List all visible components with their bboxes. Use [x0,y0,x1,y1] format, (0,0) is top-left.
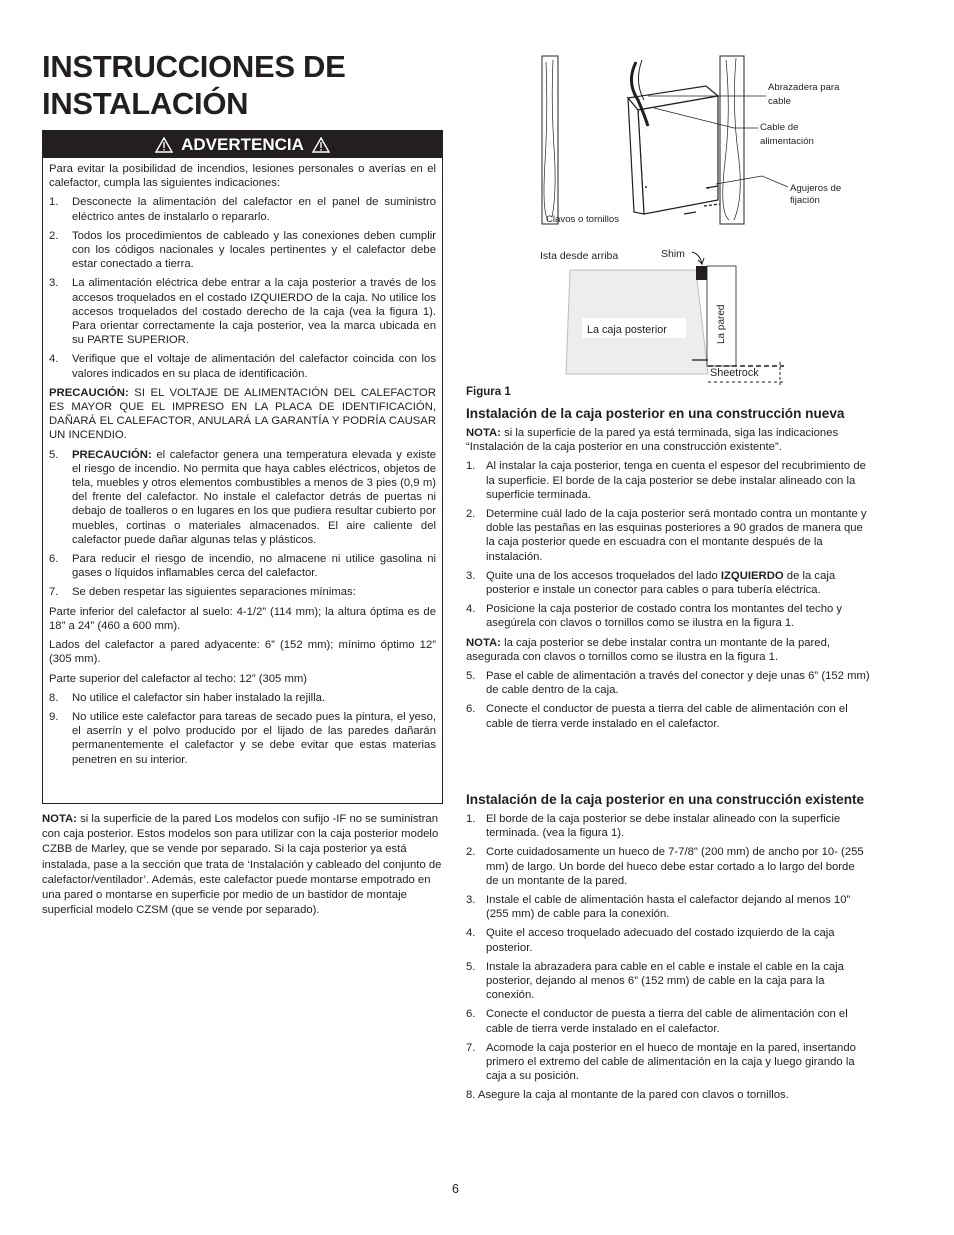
item-number: 7. [49,586,59,599]
existing-construction-section [466,791,870,1108]
warning-item [49,710,436,767]
step-text: Instale el cable de alimentación hasta el calefactor dejando al menos 10” (255 mm) de cable para la conexión. [486,894,851,921]
step-item [466,812,870,840]
label-nails: Clavos o tornillos [546,214,620,225]
step-text: Quite el acceso troquelado adecuado del costado izquierdo de la caja posterior. [486,927,835,954]
section-heading: Instalación de la caja posterior en una construcción existente [466,792,865,807]
step-number: 6. [466,1008,476,1021]
warning-header [43,131,442,158]
step-item [466,702,870,730]
warning-item [49,585,436,599]
caution-label: PRECAUCIÓN: [72,448,152,461]
item-text: Todos los procedimientos de cableado y las conexiones deben cumplir con los códigos nacionales y locales pertinentes y el calefactor debe estar conectado a tierra. [72,229,436,271]
note-paragraph [466,426,870,454]
step-text: El borde de la caja posterior se debe instalar alineado con la superficie terminada. (vea la figura 1). [486,813,841,840]
label-holes: Agujeros de [790,183,842,194]
label-sheetrock: Sheetrock [710,367,759,379]
right-stud [720,56,744,224]
mounting-hole [707,187,709,189]
label-cable: alimentación [760,136,814,147]
item-number: 2. [49,229,59,242]
step-item [466,960,870,1003]
step-item [466,602,870,630]
shim [696,266,707,280]
caution-label: PRECAUCIÓN: [49,386,129,399]
warning-item [49,691,436,705]
label-top-view: Ista desde arriba [540,250,619,262]
item-number: 9. [49,710,59,723]
warning-item [49,552,436,580]
label-cable: Cable de [760,122,799,133]
step-text: Acomode la caja posterior en el hueco de montaje en la pared, insertando primero el extremo del cable de alimentación en la caja y luego girando la caja a su posición. [486,1041,856,1083]
warning-box [42,130,443,804]
step-number: 6. [466,703,476,716]
section-heading: Instalación de la caja posterior en una construcción nueva [466,406,845,421]
page-number: 6 [452,1182,459,1196]
warning-item [49,276,436,347]
step-text: Instale la abrazadera para cable en el cable e instale el cable en la caja posterior, dejando al menos 6” (152 mm) de cable en la caja para la conexión. [486,960,844,1002]
note-text: si la superficie de la pared ya está terminada, siga las indicaciones “Instalación de la caja posterior en una construcción existente”. [466,427,839,454]
step-text: Pase el cable de alimentación a través del conector y deje unas 6” (152 mm) de cable dentro de la caja. [486,670,870,697]
warning-item [49,448,436,547]
step-item [466,459,870,502]
step-number: 4. [466,927,476,940]
item-text: Para reducir el riesgo de incendio, no almacene ni utilice gasolina ni gases o líquidos inflamables cerca del calefactor. [72,553,436,580]
step-item [466,1041,870,1084]
power-cable [638,60,644,100]
step-text: de la caja posterior e instale un conector para cables o para tubería eléctrica. [486,569,836,597]
warning-title: ADVERTENCIA [181,134,304,154]
item-number: 5. [49,448,59,461]
step-number: 7. [466,1041,476,1054]
shim-arrow-icon [692,252,704,264]
note-label: NOTA: [466,636,501,649]
step-number: 1. [466,813,476,825]
note-text: si la superficie de la pared Los modelos con sufijo -IF no se suministran con caja posterior. Estos modelos son para utilizar con la caja posterior modelo CZBB de Marley, que se vende por separado. Si la caja posterior ya está instalada, pase a la sección que trata de ‘Instalación y cableado del conjunto de calefactor/ventilador’. Además, este calefactor puede montarse empotrado en una pared o montarse en superficie por medio de un bastidor de montaje superficial modelo CZSM (que se vende por separado). [42,813,442,917]
step-text: Quite una de los accesos troquelados del lado [486,569,721,582]
warning-item [49,352,436,380]
step-text: Posicione la caja posterior de costado contra los montantes del techo y asegúrela con clavos o tornillos como se ilustra en la figura 1. [486,603,843,630]
step-text: Conecte el conductor de puesta a tierra del cable de alimentación con el cable de tierra verde instalado en el calefactor. [486,703,848,730]
step-number: 3. [466,569,476,582]
label-wall: La pared [716,304,727,344]
warning-triangle-icon [312,137,330,153]
step-item [466,669,870,697]
step-number: 4. [466,603,476,616]
warning-item [49,195,436,223]
item-number: 6. [49,553,59,566]
left-stud [542,56,558,224]
item-number: 8. [49,691,59,704]
item-number: 4. [49,353,59,366]
item-number: 1. [49,196,59,209]
clearance-item: Lados del calefactor a pared adyacente: 6” (152 mm); mínimo óptimo 12” (305 mm). [49,639,436,666]
item-text: No utilice el calefactor sin haber instalado la rejilla. [72,691,326,704]
step-item [466,1007,870,1035]
mounting-hole [645,186,647,188]
label-clamp: Abrazadera para [768,82,840,93]
step-item [466,845,870,888]
label-backbox: La caja posterior [587,324,667,336]
new-construction-section [466,405,870,736]
figure-caption: Figura 1 [466,386,511,398]
clearance-item: Parte superior del calefactor al techo: 12” (305 mm) [49,672,308,685]
step-item [466,893,870,921]
step-item [466,926,870,954]
note-paragraph [466,636,870,664]
item-number: 3. [49,277,59,290]
step-item [466,507,870,564]
label-holes: fijación [790,195,820,206]
item-text: Verifique que el voltaje de alimentación del calefactor coincida con los valores indicados en su placa de identificación. [72,353,436,380]
step-text: Conecte el conductor de puesta a tierra del cable de alimentación con el cable de tierra verde instalado en el calefactor. [486,1008,848,1035]
note-label: NOTA: [466,427,501,439]
warning-intro: Para evitar la posibilidad de incendios, lesiones personales o averías en el calefactor, cumpla las siguientes indicaciones: [49,163,436,190]
note-text: la caja posterior se debe instalar contra un montante de la pared, asegurada con clavos o tornillos como se ilustra en la figura 1. [466,636,831,663]
left-note [42,812,444,918]
item-text: No utilice este calefactor para tareas de secado pues la pintura, el yeso, el aserrín y el polvo producido por el lijado de las paredes dañarán permanentemente el calefactor y se debe evitar que estas materias penetren en su interior. [72,710,436,766]
clearance-item: Parte inferior del calefactor al suelo: 4-1/2” (114 mm); la altura óptima es de 18” a 24” (460 a 600 mm). [49,605,436,632]
warning-triangle-icon [155,137,173,153]
item-text: Desconecte la alimentación del calefactor en el panel de suministro eléctrico antes de instalarlo o repararlo. [72,196,436,223]
label-shim: Shim [661,248,685,260]
caution-paragraph [49,386,436,443]
note-label: NOTA: [42,813,77,825]
step-text: Corte cuidadosamente un hueco de 7-7/8" (200 mm) de ancho por 10- (255 mm) de largo. Un borde del hueco debe estar cortado a lo largo del borde de un montante de la pared. [486,846,864,887]
step-emphasis: IZQUIERDO [720,569,784,582]
step-number: 1. [466,460,476,473]
step-item [466,569,870,597]
step-number: 3. [466,894,476,907]
step-number: 5. [466,670,476,683]
step-number: 5. [466,960,476,973]
item-text: el calefactor genera una temperatura elevada y existe el riesgo de incendio. No permita que haya cables eléctricos, objetos de tela, muebles y otros elementos combustibles a menos de 3 pies (0,9 m) del frente del calefactor. No instale el calefactor detrás de puertas ni debajo de toalleros o en lugares en los que pudiera resultar cubierto por muebles, cortinas o materiales almacenados. El aire caliente del calefactor puede dañar algunas telas y plásticos. [72,448,436,546]
step-text: Determine cuál lado de la caja posterior será montado contra un montante y doble las pestañas en las esquinas posteriores a 90 grados de manera que la caja posterior quede en escuadra con el montante después de la instalación. [486,508,867,563]
step-text: Al instalar la caja posterior, tenga en cuenta el espesor del recubrimiento de la superficie. El borde de la caja posterior se debe instalar alineado con la superficie terminada. [486,460,866,501]
step-number: 2. [466,846,476,859]
item-text: La alimentación eléctrica debe entrar a la caja posterior a través de los accesos troquelados en el costado IZQUIERDO de la caja. No utilice los accesos troquelados del costado derecho de la caja (vea la figura 1). Para orientar correctamente la caja posterior, vea la marca ubicada en su PARTE SUPERIOR. [72,277,436,347]
warning-item [49,229,436,272]
item-text: Se deben respetar las siguientes separaciones mínimas: [72,586,356,599]
step-number: 2. [466,508,476,521]
page-title: INSTRUCCIONES DE INSTALACIÓN [42,49,346,121]
label-clamp: cable [768,96,791,107]
final-step: 8. Asegure la caja al montante de la pared con clavos o tornillos. [466,1089,789,1102]
caution-text: SI EL VOLTAJE DE ALIMENTACIÓN DEL CALEFACTOR ES MAYOR QUE EL IMPRESO EN LA PLACA DE IDENTIFICACIÓN, DAÑARÁ EL CALEFACTOR, ANULARÁ LA GARANTÍA Y PODRÍA CAUSAR UN INCENDIO. [49,386,436,442]
figure-1-diagram [536,52,876,392]
